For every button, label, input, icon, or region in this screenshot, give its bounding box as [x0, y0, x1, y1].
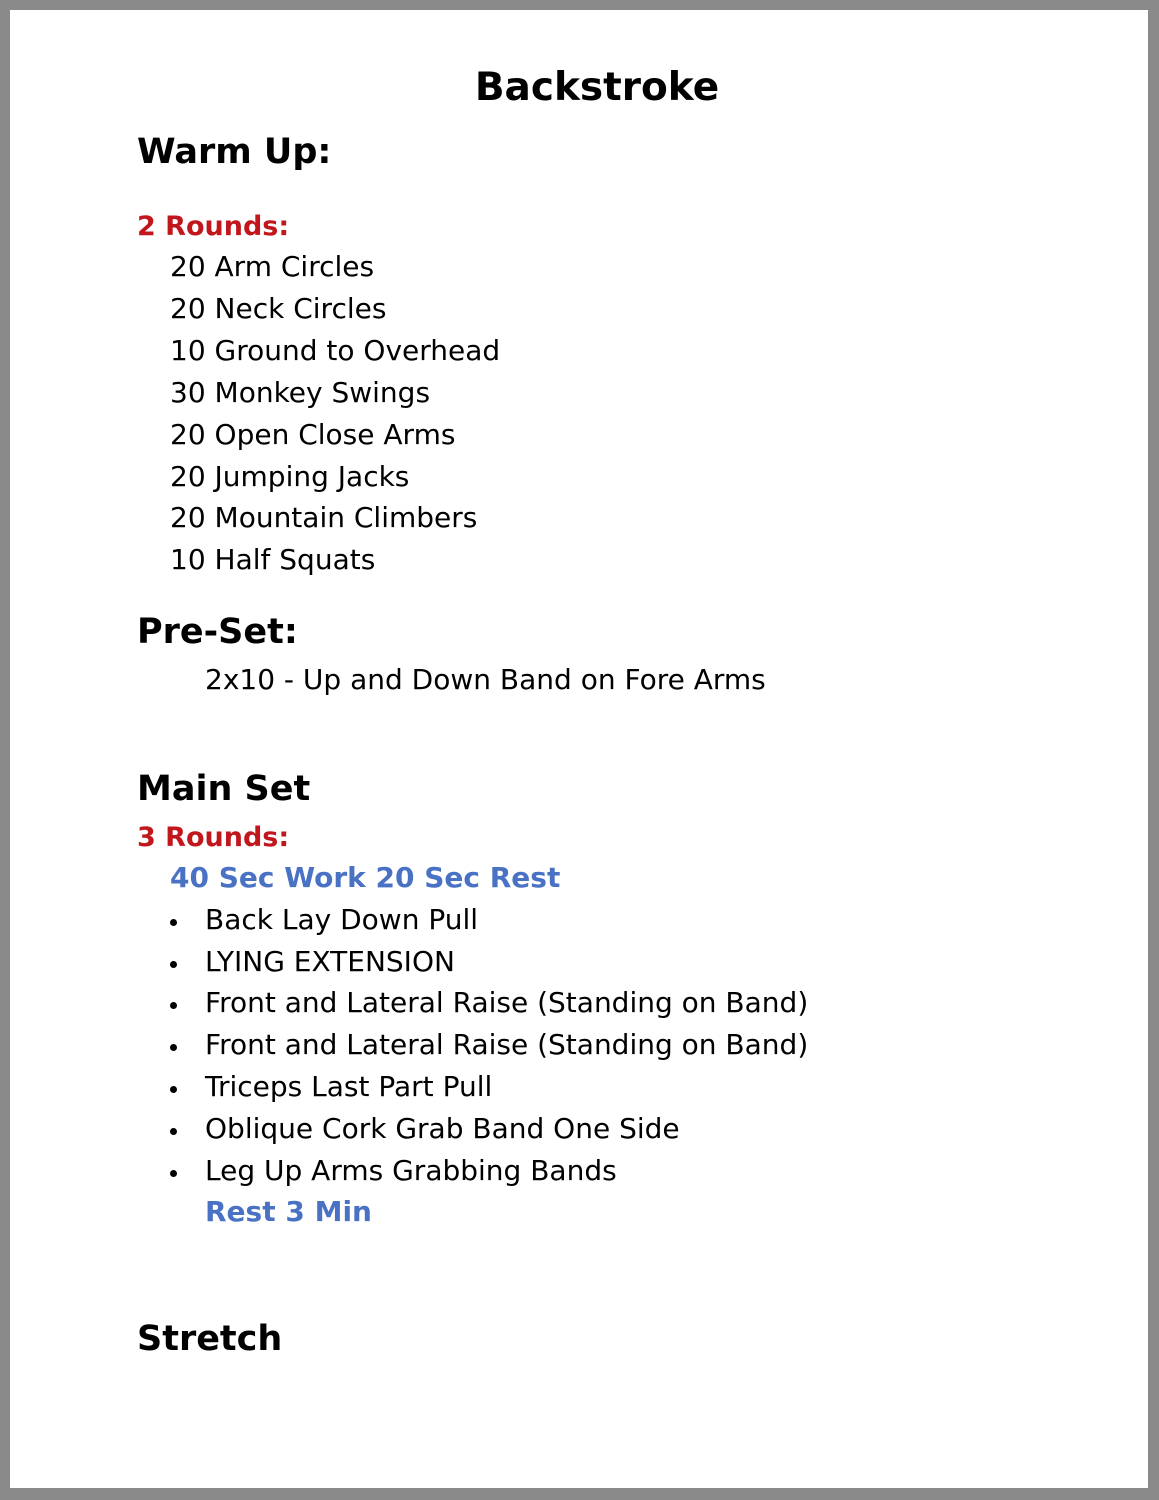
- warm-up-item: 20 Arm Circles: [170, 250, 375, 283]
- document-page: [10, 10, 1148, 1488]
- bullet-icon: [170, 1128, 177, 1135]
- pre-set-heading: Pre-Set:: [137, 612, 298, 652]
- main-set-item-label: Front and Lateral Raise (Standing on Band): [205, 986, 809, 1019]
- stretch-heading: Stretch: [137, 1319, 283, 1359]
- bullet-icon: [170, 1002, 177, 1009]
- main-set-rounds: 3 Rounds:: [137, 822, 290, 853]
- main-set-item-label: LYING EXTENSION: [205, 945, 455, 978]
- warm-up-item: 10 Ground to Overhead: [170, 334, 501, 367]
- warm-up-item: 20 Open Close Arms: [170, 418, 456, 451]
- main-set-rest: Rest 3 Min: [205, 1195, 372, 1228]
- main-set-item-label: Triceps Last Part Pull: [205, 1070, 493, 1103]
- main-set-heading: Main Set: [137, 769, 311, 809]
- pre-set-item: 2x10 - Up and Down Band on Fore Arms: [205, 663, 766, 696]
- main-set-item-label: Back Lay Down Pull: [205, 903, 479, 936]
- bullet-icon: [170, 919, 177, 926]
- warm-up-item: 20 Mountain Climbers: [170, 501, 478, 534]
- main-set-item-label: Front and Lateral Raise (Standing on Band): [205, 1028, 809, 1061]
- warm-up-item: 20 Neck Circles: [170, 292, 387, 325]
- bullet-icon: [170, 1170, 177, 1177]
- warm-up-rounds: 2 Rounds:: [137, 211, 290, 242]
- bullet-icon: [170, 961, 177, 968]
- warm-up-heading: Warm Up:: [137, 132, 332, 172]
- main-set-interval: 40 Sec Work 20 Sec Rest: [170, 861, 561, 894]
- warm-up-item: 10 Half Squats: [170, 543, 376, 576]
- warm-up-item: 30 Monkey Swings: [170, 376, 431, 409]
- main-set-item-label: Leg Up Arms Grabbing Bands: [205, 1154, 617, 1187]
- bullet-icon: [170, 1044, 177, 1051]
- document-title: Backstroke: [474, 65, 720, 110]
- main-set-item-label: Oblique Cork Grab Band One Side: [205, 1112, 680, 1145]
- warm-up-item: 20 Jumping Jacks: [170, 460, 410, 493]
- bullet-icon: [170, 1086, 177, 1093]
